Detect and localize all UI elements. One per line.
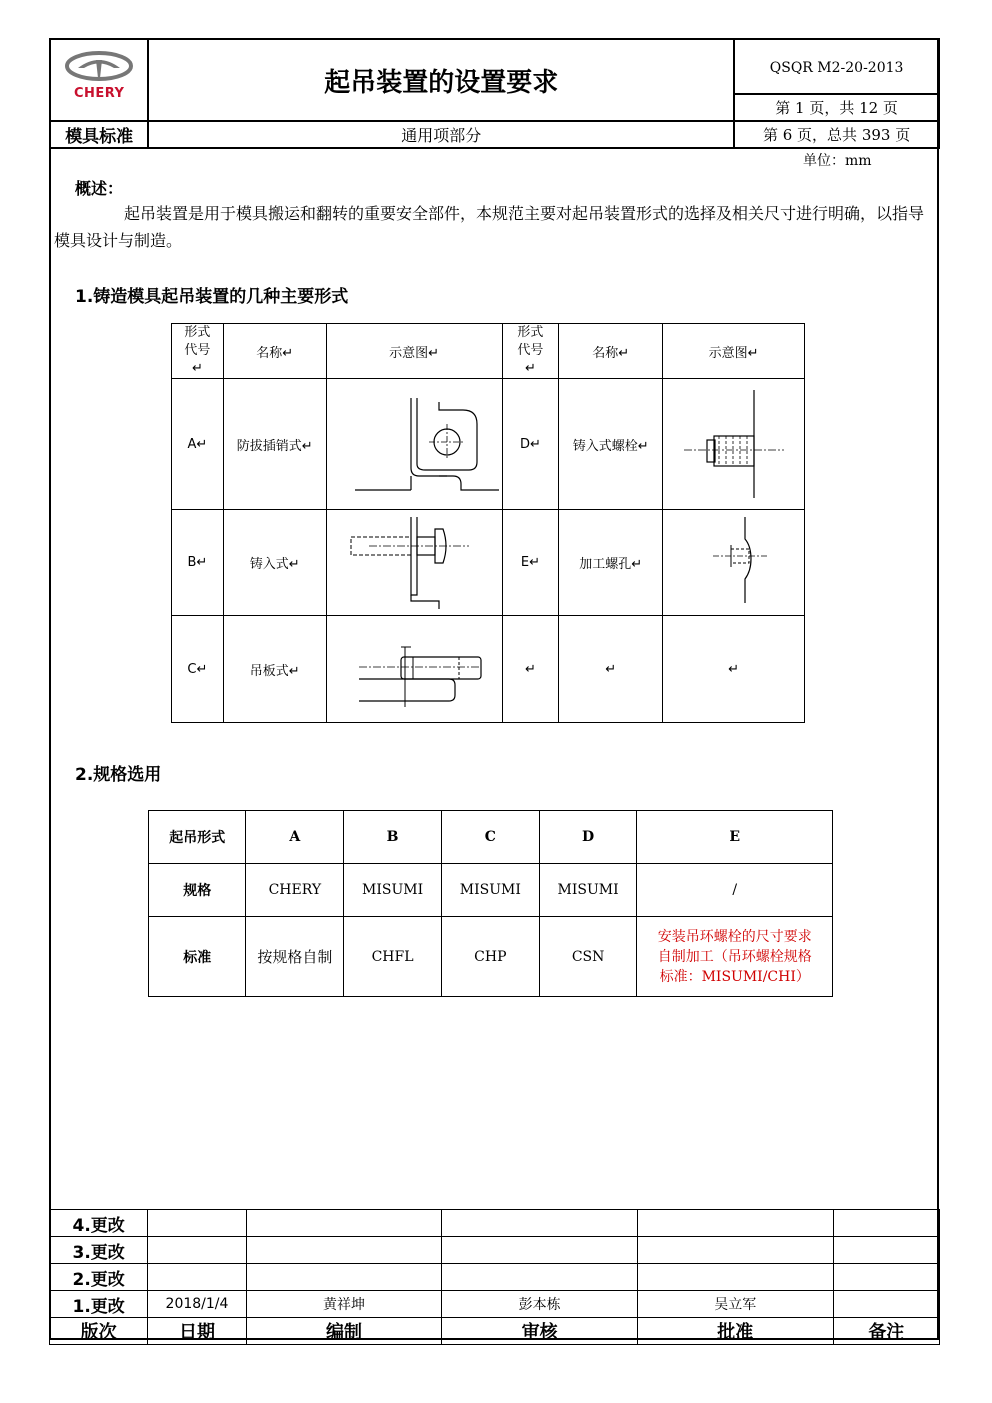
title-cell <box>148 39 734 121</box>
rev-reviewer: 彭本栋 <box>442 1291 638 1318</box>
footer-reviewer: 审核 <box>442 1318 638 1345</box>
section2-title: 2.规格选用 <box>75 765 162 785</box>
rev-author <box>246 1210 442 1237</box>
std-b: CHFL <box>344 917 442 997</box>
col-header-diagram-1: 示意图↵ <box>326 324 502 379</box>
table-row <box>50 1237 940 1264</box>
spec-d: MISUMI <box>539 864 637 917</box>
rev-author <box>246 1264 442 1291</box>
total-page-cell <box>734 121 939 148</box>
forms-table <box>171 323 805 723</box>
rev-date <box>148 1210 246 1237</box>
page-of-cell <box>734 94 939 121</box>
spec-header-c: C <box>441 811 539 864</box>
footer-author: 编制 <box>246 1318 442 1345</box>
diagram-a <box>326 379 502 510</box>
rev-approver <box>637 1237 833 1264</box>
spec-e: / <box>637 864 833 917</box>
spec-header-d: D <box>539 811 637 864</box>
header-table <box>49 38 940 149</box>
form-name-empty: ↵ <box>559 616 663 723</box>
table-row <box>50 1291 940 1318</box>
form-name-c: 吊板式↵ <box>223 616 326 723</box>
std-c: CHP <box>441 917 539 997</box>
category-cell <box>50 121 148 148</box>
col-header-code-1: 形式代号↵ <box>172 324 224 379</box>
table-row <box>50 1210 940 1237</box>
rev-note <box>833 1237 939 1264</box>
total-page: 第 6 页，总共 393 页 <box>762 126 911 144</box>
diagram-b <box>326 510 502 616</box>
rev-reviewer <box>442 1210 638 1237</box>
document-code: QSQR M2-20-2013 <box>769 59 904 76</box>
unit-label: 单位：mm <box>803 153 872 169</box>
spec-header-row <box>149 811 833 864</box>
spec-c: MISUMI <box>441 864 539 917</box>
rev-reviewer <box>442 1237 638 1264</box>
form-code-c: C↵ <box>172 616 224 723</box>
form-code-b: B↵ <box>172 510 224 616</box>
rev-date <box>148 1264 246 1291</box>
spec-b: MISUMI <box>344 864 442 917</box>
spec-a: CHERY <box>246 864 344 917</box>
overview-heading: 概述： <box>75 179 124 198</box>
rev-note <box>833 1210 939 1237</box>
section-cell <box>148 121 734 148</box>
rev-approver <box>637 1210 833 1237</box>
form-code-e: E↵ <box>502 510 559 616</box>
revision-table <box>49 1209 940 1345</box>
cast-in-bolt-diagram <box>669 380 799 505</box>
form-name-a: 防拔插销式↵ <box>223 379 326 510</box>
cast-in-diagram <box>329 511 499 611</box>
spec-header-e: E <box>637 811 833 864</box>
std-e-line-1: 安装吊环螺栓的尺寸要求 <box>657 928 812 945</box>
diagram-e <box>663 510 805 616</box>
code-cell <box>734 39 939 94</box>
rev-approver: 吴立军 <box>637 1291 833 1318</box>
table-row <box>172 510 805 616</box>
form-name-d: 铸入式螺栓↵ <box>559 379 663 510</box>
rev-date <box>148 1237 246 1264</box>
machined-hole-diagram <box>669 511 799 611</box>
logo-text: CHERY <box>73 86 125 101</box>
table-row <box>172 616 805 723</box>
col-header-name-2: 名称↵ <box>559 324 663 379</box>
std-e-line-3: 标准：MISUMI/CHI） <box>659 968 810 985</box>
std-a: 按规格自制 <box>246 917 344 997</box>
chery-logo-icon <box>64 50 134 82</box>
category: 模具标准 <box>65 127 134 147</box>
logo-cell <box>50 39 148 121</box>
table-row <box>50 1264 940 1291</box>
spec-row-label: 规格 <box>149 864 246 917</box>
section-name: 通用项部分 <box>401 126 482 145</box>
lifting-plate-diagram <box>329 617 499 717</box>
footer-approver: 批准 <box>637 1318 833 1345</box>
rev-author: 黄祥坤 <box>246 1291 442 1318</box>
spec-header-type: 起吊形式 <box>149 811 246 864</box>
diagram-empty: ↵ <box>663 616 805 723</box>
std-d: CSN <box>539 917 637 997</box>
rev-note <box>833 1291 939 1318</box>
std-e-line-2: 自制加工（吊环螺栓规格 <box>657 948 812 965</box>
diagram-d <box>663 379 805 510</box>
col-header-diagram-2: 示意图↵ <box>663 324 805 379</box>
section1-title: 1.铸造模具起吊装置的几种主要形式 <box>75 287 349 307</box>
spec-table <box>148 810 833 997</box>
diagram-c <box>326 616 502 723</box>
col-header-code-2: 形式代号↵ <box>502 324 559 379</box>
form-name-e: 加工螺孔↵ <box>559 510 663 616</box>
footer-version: 版次 <box>50 1318 148 1345</box>
page-title: 起吊装置的设置要求 <box>324 67 559 98</box>
rev-approver <box>637 1264 833 1291</box>
footer-note: 备注 <box>833 1318 939 1345</box>
overview-body: 起吊装置是用于模具搬运和翻转的重要安全部件，本规范主要对起吊装置形式的选择及相关尺寸进行明确，以指导模具设计与制造。 <box>54 204 925 250</box>
col-header-name-1: 名称↵ <box>223 324 326 379</box>
anti-pull-pin-diagram <box>329 380 499 505</box>
rev-ver: 1.更改 <box>50 1291 148 1318</box>
rev-ver: 3.更改 <box>50 1237 148 1264</box>
footer-date: 日期 <box>148 1318 246 1345</box>
table-row <box>172 379 805 510</box>
form-code-empty: ↵ <box>502 616 559 723</box>
rev-date: 2018/1/4 <box>148 1291 246 1318</box>
table-row <box>149 917 833 997</box>
revision-footer-row <box>50 1318 940 1345</box>
spec-header-a: A <box>246 811 344 864</box>
form-code-a: A↵ <box>172 379 224 510</box>
form-code-d: D↵ <box>502 379 559 510</box>
rev-author <box>246 1237 442 1264</box>
page-of: 第 1 页，共 12 页 <box>775 98 898 117</box>
spec-header-b: B <box>344 811 442 864</box>
rev-note <box>833 1264 939 1291</box>
rev-ver: 2.更改 <box>50 1264 148 1291</box>
form-name-b: 铸入式↵ <box>223 510 326 616</box>
std-e-note <box>637 917 833 997</box>
rev-ver: 4.更改 <box>50 1210 148 1237</box>
rev-reviewer <box>442 1264 638 1291</box>
table-row <box>149 864 833 917</box>
std-row-label: 标准 <box>149 917 246 997</box>
